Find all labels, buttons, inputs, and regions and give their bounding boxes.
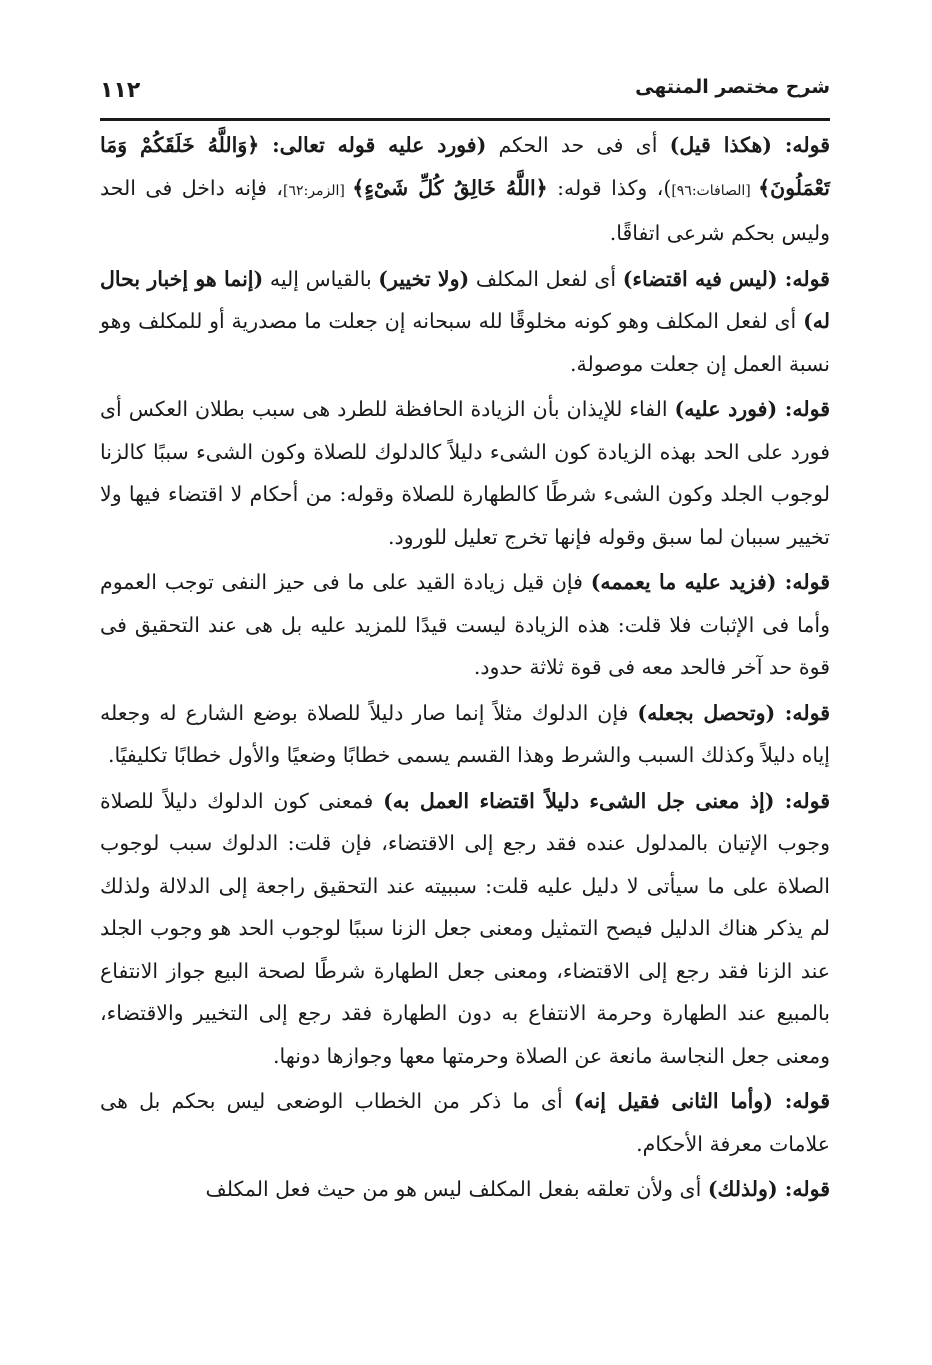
quoted-phrase: قوله: (إذ معنى جل الشىء دليلاً اقتضاء العمل به) — [383, 788, 830, 813]
text-segment: فإن قيل زيادة القيد على ما فى حيز النفى توجب العموم وأما فى الإثبات فلا قلت: هذه الزيادة ليست قيدًا للمزيد عليه بل هى عند التحقيق فى قوة حد آخر فالحد معه فى قوة ثلاثة حدود. — [100, 570, 830, 679]
text-segment: بالقياس إليه — [263, 266, 379, 291]
text-segment: )، وكذا قوله: — [547, 175, 672, 200]
paragraph — [100, 561, 830, 689]
text-segment: أى لفعل المكلف — [469, 266, 623, 291]
paragraph — [100, 388, 830, 558]
verse-reference: [الزمر:٦٢] — [283, 182, 353, 199]
page-number: ١١٢ — [100, 78, 141, 103]
paragraph — [100, 258, 830, 386]
running-title: شرح مختصر المنتهى — [635, 76, 830, 98]
text-segment: أى ولأن تعلقه بفعل المكلف ليس هو من حيث فعل المكلف — [205, 1177, 708, 1201]
paragraph — [100, 1168, 830, 1211]
quoted-phrase: قوله: (وتحصل بجعله) — [637, 700, 830, 725]
body-text — [100, 124, 830, 1214]
text-segment: أى لفعل المكلف وهو كونه مخلوقًا لله سبحانه إن جعلت ما مصدرية أو للمكلف وهو نسبة العمل إن جعلت موصولة. — [100, 309, 830, 376]
quran-verse: ﴿وَاللَّهُ خَلَقَكُمْ وَمَا تَعْمَلُونَ﴾ — [100, 133, 831, 200]
quoted-phrase: قوله: (هكذا قيل) — [669, 133, 831, 157]
paragraph — [100, 124, 830, 255]
paragraph — [100, 692, 830, 777]
text-segment: أى فى حد الحكم — [486, 133, 670, 157]
quoted-phrase: (ولا تخيير) — [378, 266, 470, 291]
quran-verse: ﴿اللَّهُ خَالِقُ كُلِّ شَىْءٍ﴾ — [352, 175, 548, 200]
page-header — [100, 72, 830, 121]
text-segment: فإن الدلوك مثلاً إنما صار دليلاً للصلاة بوضع الشارع له وجعله إياه دليلاً وكذلك السبب والشرط وهذا القسم يسمى خطابًا وضعيًا والأول خطابًا تكليفيًا. — [100, 700, 830, 767]
quoted-phrase: قوله: (فورد عليه) — [674, 397, 830, 421]
quoted-phrase: قوله: (وأما الثانى فقيل إنه) — [573, 1089, 830, 1113]
text-segment: أى ما ذكر من الخطاب الوضعى ليس بحكم بل هى علامات معرفة الأحكام. — [100, 1089, 830, 1156]
text-segment: ، فإنه داخل فى الحد وليس بحكم شرعى اتفاقًا. — [100, 175, 830, 245]
verse-reference: [الصافات:٩٦] — [671, 182, 759, 199]
paragraph — [100, 780, 830, 1078]
quoted-phrase: قوله: (ولذلك) — [707, 1177, 830, 1201]
quoted-phrase: قوله: (ليس فيه اقتضاء) — [622, 266, 830, 291]
quoted-phrase: (فورد عليه قوله تعالى: — [259, 133, 487, 157]
quoted-phrase: قوله: (فزيد عليه ما يعممه) — [590, 570, 830, 594]
quoted-phrase: (إنما هو إخبار بحال له) — [100, 266, 830, 333]
text-segment: الفاء للإيذان بأن الزيادة الحافظة للطرد هى سبب بطلان العكس أى فورد على الحد بهذه الزيادة كون الشىء دليلاً كالدلوك للصلاة وكون الشىء سببًا كالزنا لوجوب الجلد وكون الشىء شرطًا كالطهارة للصلاة وقوله: من أحكام لا اقتضاء فيها ولا تخيير سببان لما سبق وقوله فإنها تخرج تعليل للورود. — [100, 397, 830, 549]
text-segment: فمعنى كون الدلوك دليلاً للصلاة وجوب الإتيان بالمدلول عنده فقد رجع إلى الاقتضاء، فإن قلت: الدلوك سبب لوجوب الصلاة على ما سيأتى لا دليل عليه قلت: سببيته عند التحقيق راجعة إلى الدلالة ولذلك لم يذكر هناك الدليل فيصح التمثيل ومعنى جعل الزنا سببًا لوجوب الحد هو وجوب الجلد عند الزنا فقد رجع إلى الاقتضاء، ومعنى جعل الطهارة شرطًا لصحة البيع جواز الانتفاع بالمبيع عند الطهارة وحرمة الانتفاع به دون الطهارة فقد رجع إلى التخيير والاقتضاء، ومعنى جعل النجاسة مانعة عن الصلاة وحرمتها معها وجوازها دونها. — [100, 788, 830, 1068]
paragraph — [100, 1080, 830, 1165]
